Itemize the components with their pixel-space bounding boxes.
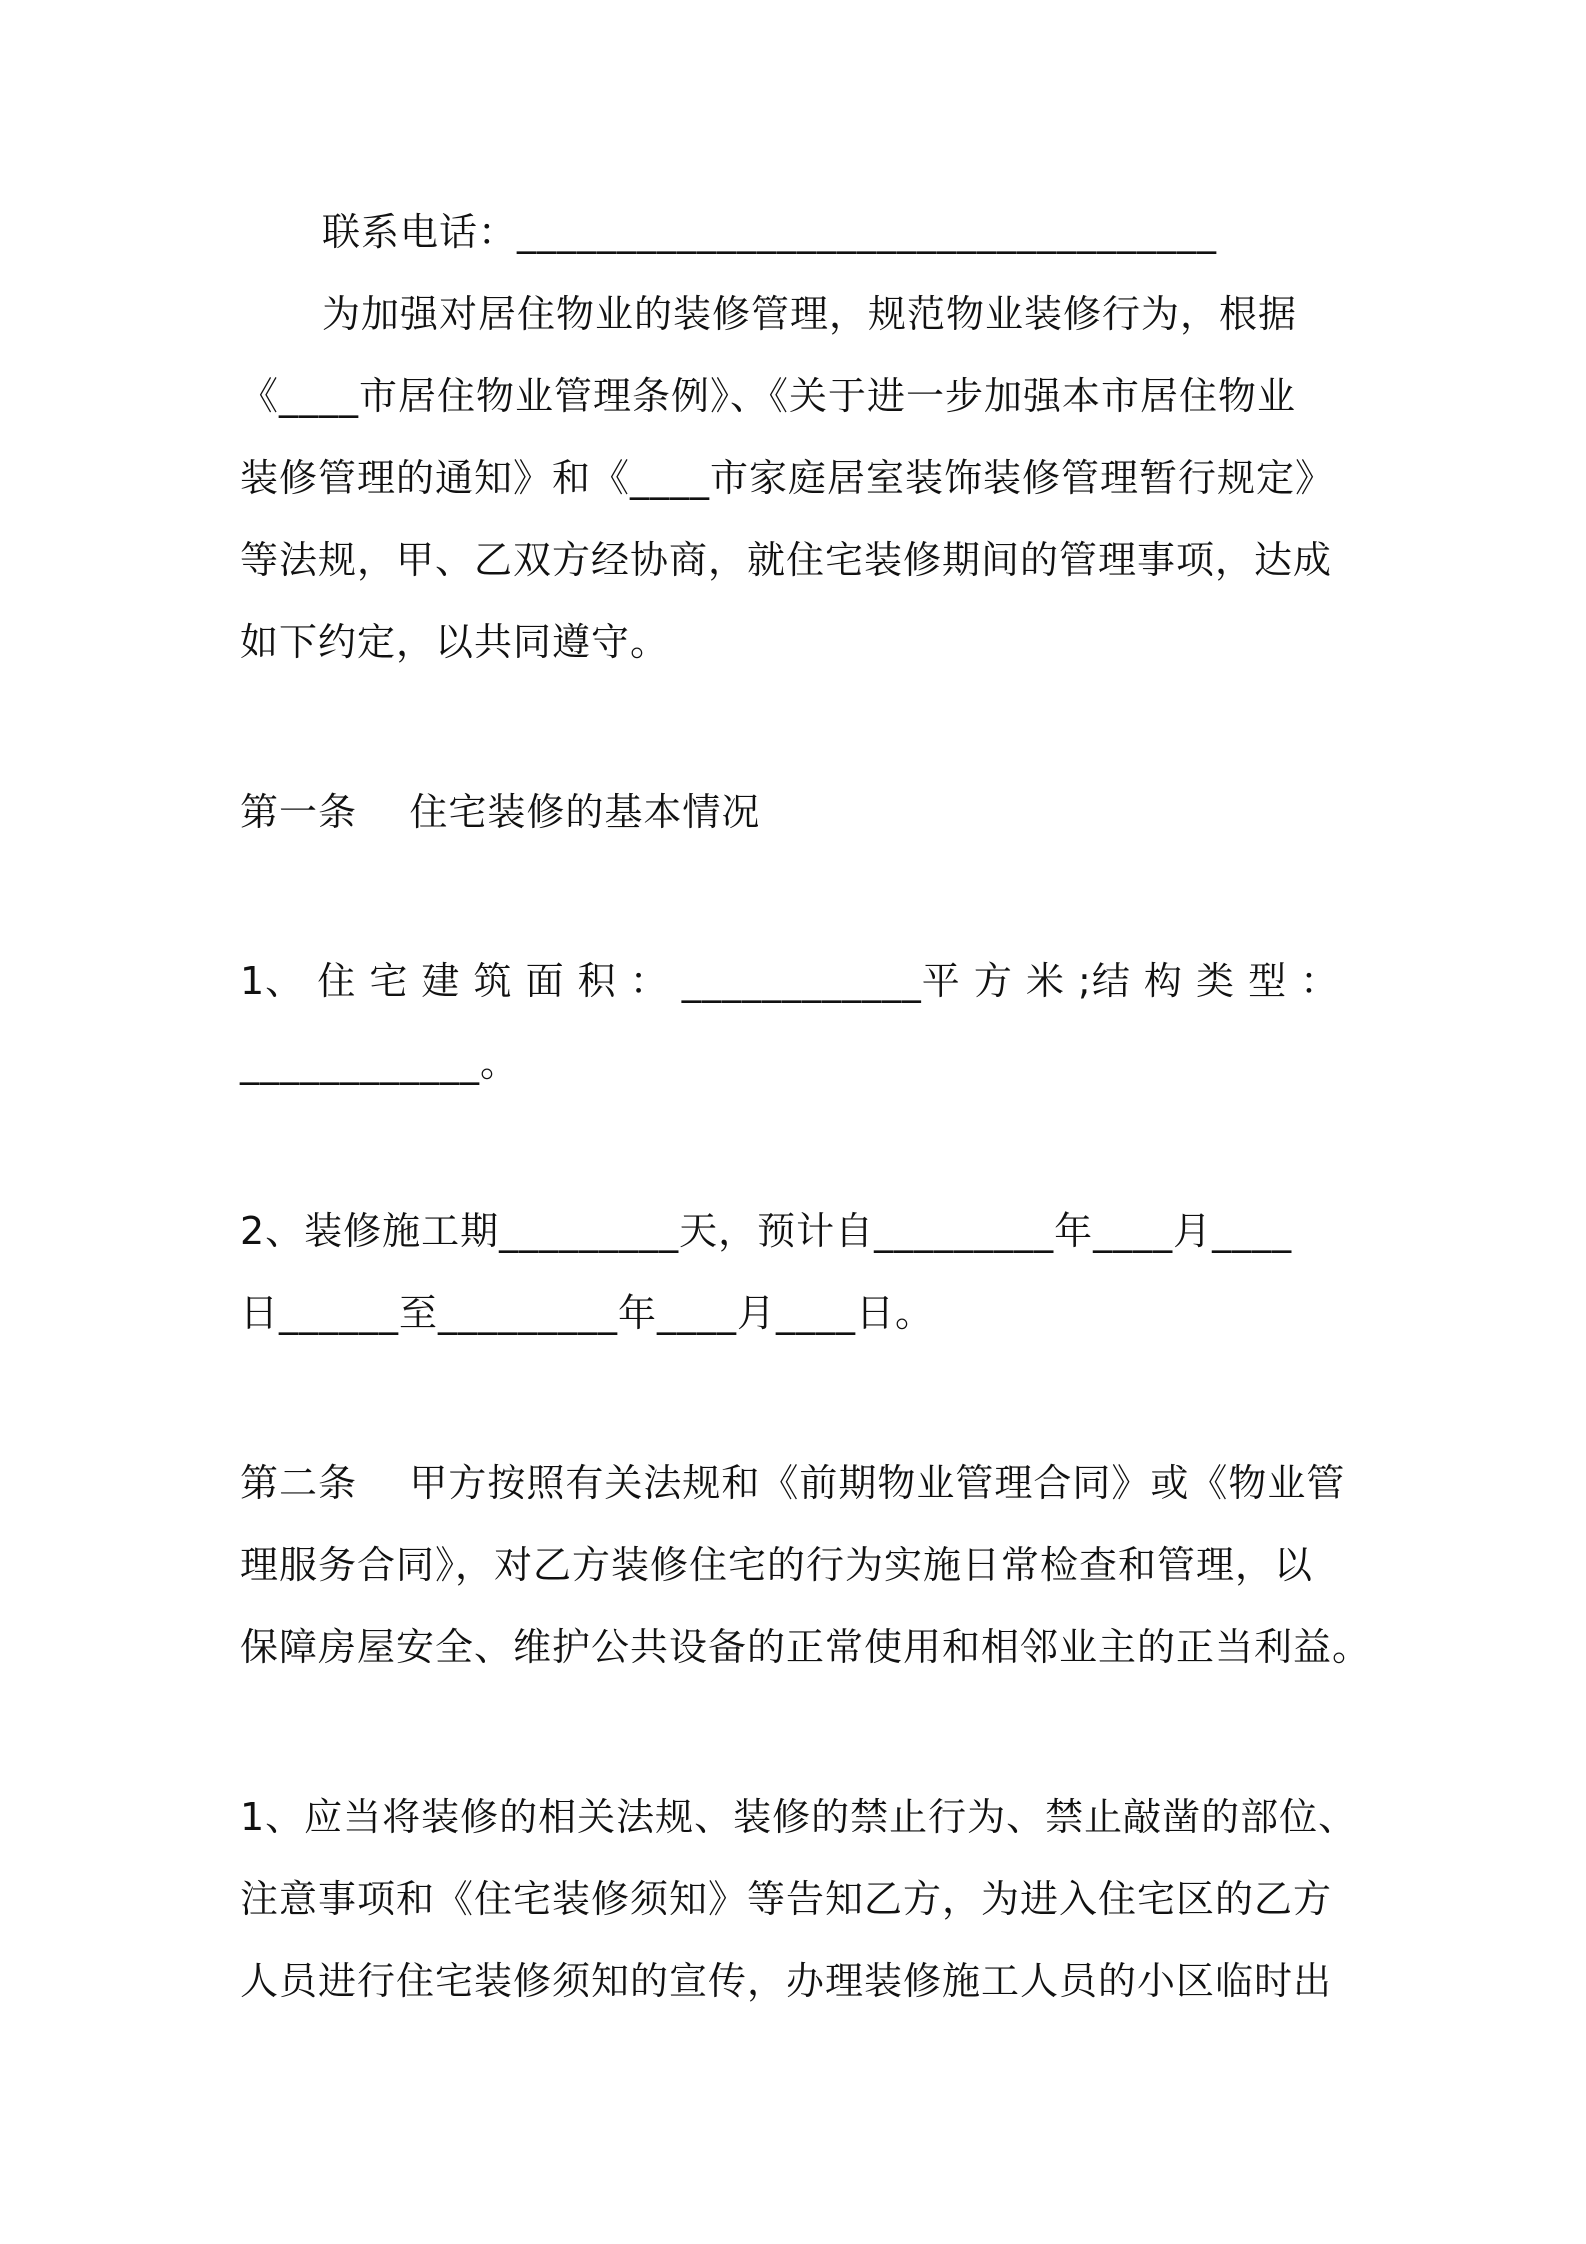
article-2-line-1: 第二条 甲方按照有关法规和《前期物业管理合同》或《物业管 xyxy=(240,1461,1346,1505)
item-1-line-1: 1、 住 宅 建 筑 面 积 ： ____________平 方 米 ;结 构 类 型 ： xyxy=(240,959,1340,1003)
article-1-heading: 第一条 住宅装修的基本情况 xyxy=(240,790,761,834)
item-1-line-2: ____________。 xyxy=(240,1041,520,1085)
intro-line-5: 如下约定，以共同遵守。 xyxy=(240,620,670,664)
intro-line-3: 装修管理的通知》和《____市家庭居室装饰装修管理暂行规定》 xyxy=(240,456,1335,500)
item-2-line-1: 2、装修施工期_________天，预计自_________年____月____ xyxy=(240,1209,1293,1253)
contact-phone-line: 联系电话：___________________________________ xyxy=(322,210,1218,254)
article-2-line-3: 保障房屋安全、维护公共设备的正常使用和相邻业主的正当利益。 xyxy=(240,1625,1372,1669)
article-2-item-1-line-2: 注意事项和《住宅装修须知》等告知乙方，为进入住宅区的乙方 xyxy=(240,1877,1333,1921)
article-2-item-1-line-3: 人员进行住宅装修须知的宣传，办理装修施工人员的小区临时出 xyxy=(240,1959,1333,2003)
intro-line-4: 等法规，甲、乙双方经协商，就住宅装修期间的管理事项，达成 xyxy=(240,538,1333,582)
intro-line-1: 为加强对居住物业的装修管理，规范物业装修行为，根据 xyxy=(322,292,1298,336)
article-2-item-1-line-1: 1、应当将装修的相关法规、装修的禁止行为、禁止敲凿的部位、 xyxy=(240,1795,1358,1839)
item-2-line-2: 日______至_________年____月____日。 xyxy=(240,1291,935,1335)
article-2-line-2: 理服务合同》，对乙方装修住宅的行为实施日常检查和管理，以 xyxy=(240,1543,1314,1587)
intro-line-2: 《____市居住物业管理条例》、《关于进一步加强本市居住物业 xyxy=(240,374,1297,418)
